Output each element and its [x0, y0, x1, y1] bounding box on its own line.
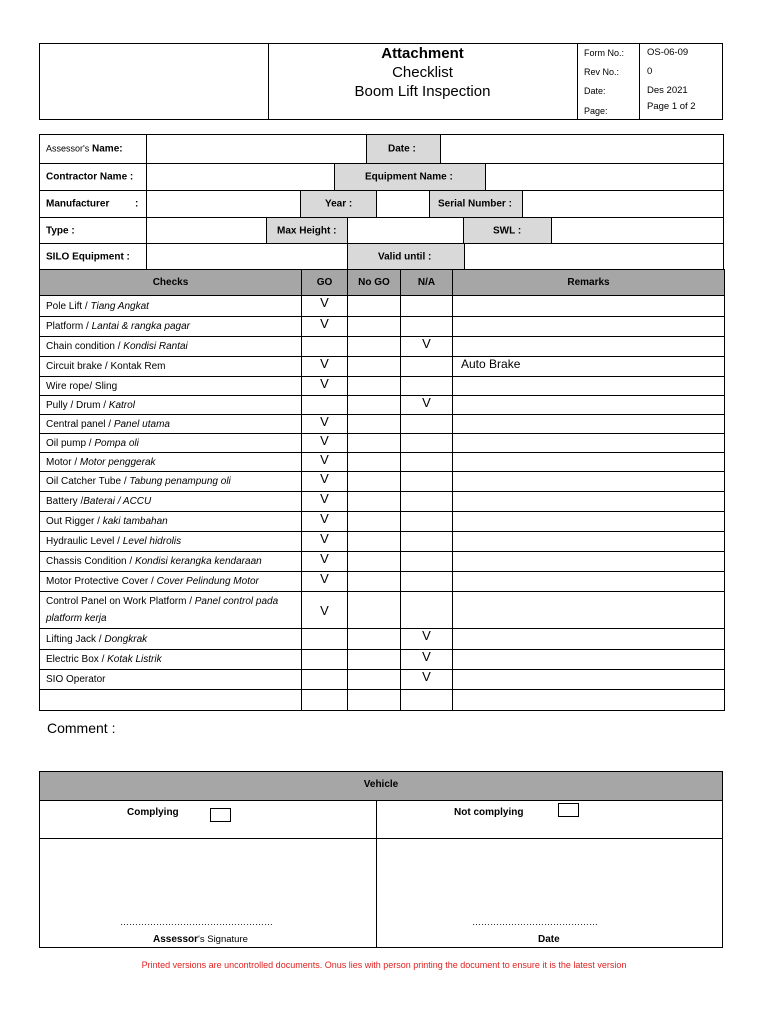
- check-item-name: Out Rigger / kaki tambahan: [40, 512, 302, 532]
- check-remark-cell[interactable]: [453, 690, 725, 711]
- check-go-cell[interactable]: [302, 650, 348, 670]
- meta-rev-no: Rev No.: 0: [584, 66, 653, 77]
- check-row: [40, 357, 725, 377]
- check-mark-icon: V: [422, 669, 431, 684]
- check-item-name: Motor / Motor penggerak: [40, 453, 302, 472]
- comment-label: Comment :: [47, 720, 116, 736]
- check-item-name: Pole Lift / Tiang Angkat: [40, 296, 302, 317]
- check-remark-cell[interactable]: [453, 415, 725, 434]
- vehicle-title: Vehicle: [40, 772, 722, 801]
- check-nogo-cell[interactable]: [348, 670, 401, 690]
- check-na-cell[interactable]: [401, 317, 453, 337]
- check-row: [40, 572, 725, 592]
- year-field[interactable]: [376, 190, 430, 218]
- check-na-cell[interactable]: [401, 532, 453, 552]
- type-field[interactable]: [146, 217, 267, 244]
- silo-equipment-field[interactable]: [146, 243, 348, 270]
- checks-table: [39, 269, 725, 711]
- check-item-name: Central panel / Panel utama: [40, 415, 302, 434]
- serial-number-field[interactable]: [522, 190, 724, 218]
- swl-label: SWL :: [463, 217, 552, 244]
- check-nogo-cell[interactable]: [348, 690, 401, 711]
- check-na-cell[interactable]: [401, 472, 453, 492]
- check-na-cell[interactable]: [401, 296, 453, 317]
- swl-field[interactable]: [551, 217, 724, 244]
- check-item-name: Motor Protective Cover / Cover Pelindung Motor: [40, 572, 302, 592]
- check-na-cell[interactable]: [401, 453, 453, 472]
- year-label: Year :: [300, 190, 377, 218]
- check-na-cell[interactable]: [401, 650, 453, 670]
- check-nogo-cell[interactable]: [348, 512, 401, 532]
- check-na-cell[interactable]: [401, 357, 453, 377]
- meta-form-no: Form No.: OS-06-09: [584, 47, 689, 58]
- check-mark-icon: V: [320, 433, 329, 448]
- check-nogo-cell[interactable]: [348, 357, 401, 377]
- check-mark-icon: V: [320, 531, 329, 546]
- checks-header-row: [40, 270, 725, 296]
- form-title: Attachment: [381, 45, 464, 62]
- check-mark-icon: V: [320, 511, 329, 526]
- check-na-cell[interactable]: [401, 492, 453, 512]
- check-na-cell[interactable]: [401, 434, 453, 453]
- check-mark-icon: V: [320, 471, 329, 486]
- check-row: [40, 532, 725, 552]
- check-remark-cell[interactable]: [453, 670, 725, 690]
- check-item-name: Chassis Condition / Kondisi kerangka kendaraan: [40, 552, 302, 572]
- check-item-name: Wire rope/ Sling: [40, 377, 302, 396]
- check-go-cell[interactable]: [302, 629, 348, 650]
- check-item-name: Hydraulic Level / Level hidrolis: [40, 532, 302, 552]
- check-remark-cell[interactable]: Auto Brake: [453, 357, 725, 377]
- check-na-cell[interactable]: [401, 337, 453, 357]
- check-row: [40, 296, 725, 317]
- valid-until-field[interactable]: [464, 243, 724, 270]
- assessor-name-field[interactable]: [146, 134, 367, 164]
- check-na-cell[interactable]: [401, 512, 453, 532]
- check-nogo-cell[interactable]: [348, 434, 401, 453]
- check-na-cell[interactable]: [401, 415, 453, 434]
- check-remark-cell[interactable]: [453, 434, 725, 453]
- check-na-cell[interactable]: [401, 552, 453, 572]
- check-item-name: Oil pump / Pompa oli: [40, 434, 302, 453]
- check-row: [40, 472, 725, 492]
- max-height-field[interactable]: [347, 217, 464, 244]
- check-mark-icon: V: [422, 628, 431, 643]
- serial-number-label: Serial Number :: [429, 190, 523, 218]
- check-row: [40, 317, 725, 337]
- check-row: [40, 629, 725, 650]
- check-mark-icon: V: [320, 571, 329, 586]
- check-item-name: Control Panel on Work Platform / Panel control pada platform kerja: [40, 592, 302, 629]
- check-na-cell[interactable]: [401, 670, 453, 690]
- date-label: Date :: [366, 134, 441, 164]
- check-row: [40, 650, 725, 670]
- check-remark-cell[interactable]: [453, 552, 725, 572]
- manufacturer-label: Manufacturer :: [39, 190, 147, 218]
- check-nogo-cell[interactable]: [348, 472, 401, 492]
- vehicle-section: [39, 771, 723, 948]
- check-nogo-cell[interactable]: [348, 552, 401, 572]
- check-item-name: Electric Box / Kotak Listrik: [40, 650, 302, 670]
- date-signature-line[interactable]: ……………………………………: [472, 917, 598, 927]
- form-subtitle-checklist: Checklist: [392, 64, 453, 81]
- col-remarks: Remarks: [453, 270, 725, 296]
- check-remark-cell[interactable]: [453, 650, 725, 670]
- check-row: [40, 670, 725, 690]
- check-mark-icon: V: [320, 551, 329, 566]
- check-na-cell[interactable]: [401, 572, 453, 592]
- check-remark-cell[interactable]: [453, 592, 725, 629]
- check-item-name: Chain condition / Kondisi Rantai: [40, 337, 302, 357]
- check-row: [40, 690, 725, 711]
- check-mark-icon: V: [320, 414, 329, 429]
- check-nogo-cell[interactable]: [348, 572, 401, 592]
- silo-equipment-label: SILO Equipment :: [39, 243, 147, 270]
- check-go-cell[interactable]: [302, 670, 348, 690]
- logo-area: [40, 44, 269, 119]
- check-go-cell[interactable]: [302, 296, 348, 317]
- meta-page: Page: Page 1 of 2: [584, 101, 696, 116]
- check-remark-cell[interactable]: [453, 629, 725, 650]
- check-go-cell[interactable]: [302, 472, 348, 492]
- check-row: [40, 512, 725, 532]
- check-row: [40, 453, 725, 472]
- check-item-name: Platform / Lantai & rangka pagar: [40, 317, 302, 337]
- check-mark-icon: V: [422, 649, 431, 664]
- check-mark-icon: V: [320, 602, 329, 618]
- equipment-name-field[interactable]: [485, 163, 724, 191]
- check-nogo-cell[interactable]: [348, 453, 401, 472]
- check-na-cell[interactable]: [401, 377, 453, 396]
- check-remark-cell[interactable]: [453, 396, 725, 415]
- check-go-cell[interactable]: [302, 434, 348, 453]
- not-complying-label: Not complying: [454, 807, 524, 818]
- check-row: [40, 337, 725, 357]
- col-go: GO: [302, 270, 348, 296]
- max-height-label: Max Height :: [266, 217, 348, 244]
- check-item-name: SIO Operator: [40, 670, 302, 690]
- form-meta: [577, 44, 722, 119]
- check-mark-icon: V: [320, 491, 329, 506]
- contractor-name-field[interactable]: [146, 163, 335, 191]
- check-go-cell[interactable]: [302, 415, 348, 434]
- contractor-name-label: Contractor Name :: [39, 163, 147, 191]
- check-remark-cell[interactable]: [453, 317, 725, 337]
- assessor-name-label: Assessor's Name:: [39, 134, 147, 164]
- check-item-name: Pully / Drum / Katrol: [40, 396, 302, 415]
- check-item-name: [40, 690, 302, 711]
- date-field[interactable]: [440, 134, 724, 164]
- check-row: [40, 492, 725, 512]
- check-go-cell[interactable]: [302, 592, 348, 629]
- check-remark-cell[interactable]: [453, 472, 725, 492]
- check-item-name: Lifting Jack / Dongkrak: [40, 629, 302, 650]
- check-row: [40, 377, 725, 396]
- check-go-cell[interactable]: [302, 492, 348, 512]
- date-signature-label: Date: [538, 934, 560, 945]
- check-remark-cell[interactable]: [453, 377, 725, 396]
- check-mark-icon: V: [320, 376, 329, 391]
- check-nogo-cell[interactable]: [348, 629, 401, 650]
- col-no-go: No GO: [348, 270, 401, 296]
- check-go-cell[interactable]: [302, 552, 348, 572]
- not-complying-checkbox[interactable]: [558, 803, 579, 817]
- check-mark-icon: V: [320, 356, 329, 371]
- check-mark-icon: V: [422, 336, 431, 351]
- complying-checkbox[interactable]: [210, 808, 231, 822]
- check-na-cell[interactable]: [401, 592, 453, 629]
- form-header: [39, 43, 723, 120]
- check-nogo-cell[interactable]: [348, 337, 401, 357]
- form-title-block: [268, 44, 578, 119]
- check-nogo-cell[interactable]: [348, 396, 401, 415]
- check-mark-icon: V: [320, 295, 329, 310]
- form-subtitle-inspection: Boom Lift Inspection: [354, 83, 491, 100]
- check-na-cell[interactable]: [401, 396, 453, 415]
- check-go-cell[interactable]: [302, 337, 348, 357]
- check-nogo-cell[interactable]: [348, 650, 401, 670]
- check-remark-cell[interactable]: [453, 572, 725, 592]
- check-mark-icon: V: [422, 395, 431, 410]
- footer-disclaimer: Printed versions are uncontrolled documents. Onus lies with person printing the document to ensure it is the latest version: [141, 960, 627, 970]
- check-row: [40, 592, 725, 629]
- assessor-signature-line[interactable]: ……………………………………………: [120, 917, 273, 927]
- assessor-signature-label: Assessor's Signature: [153, 934, 248, 945]
- check-go-cell[interactable]: [302, 396, 348, 415]
- check-remark-cell[interactable]: [453, 512, 725, 532]
- check-go-cell[interactable]: [302, 512, 348, 532]
- check-go-cell[interactable]: [302, 532, 348, 552]
- equipment-name-label: Equipment Name :: [334, 163, 486, 191]
- check-mark-icon: V: [320, 316, 329, 331]
- check-na-cell[interactable]: [401, 629, 453, 650]
- check-nogo-cell[interactable]: [348, 415, 401, 434]
- check-remark-cell[interactable]: [453, 532, 725, 552]
- check-nogo-cell[interactable]: [348, 296, 401, 317]
- check-row: [40, 434, 725, 453]
- check-nogo-cell[interactable]: [348, 592, 401, 629]
- check-nogo-cell[interactable]: [348, 492, 401, 512]
- check-nogo-cell[interactable]: [348, 532, 401, 552]
- check-mark-icon: V: [320, 452, 329, 467]
- check-go-cell[interactable]: [302, 572, 348, 592]
- check-go-cell[interactable]: [302, 690, 348, 711]
- check-remark-cell[interactable]: [453, 296, 725, 317]
- check-remark-cell[interactable]: [453, 492, 725, 512]
- check-nogo-cell[interactable]: [348, 317, 401, 337]
- check-row: [40, 415, 725, 434]
- check-go-cell[interactable]: [302, 377, 348, 396]
- col-checks: Checks: [40, 270, 302, 296]
- check-item-name: Oil Catcher Tube / Tabung penampung oli: [40, 472, 302, 492]
- check-go-cell[interactable]: [302, 453, 348, 472]
- check-na-cell[interactable]: [401, 690, 453, 711]
- col-na: N/A: [401, 270, 453, 296]
- type-label: Type :: [39, 217, 147, 244]
- check-remark-cell[interactable]: [453, 453, 725, 472]
- meta-date: Date: Des 2021: [584, 85, 688, 96]
- check-nogo-cell[interactable]: [348, 377, 401, 396]
- manufacturer-field[interactable]: [146, 190, 301, 218]
- check-item-name: Battery /Baterai / ACCU: [40, 492, 302, 512]
- check-item-name: Circuit brake / Kontak Rem: [40, 357, 302, 377]
- complying-label: Complying: [127, 807, 179, 818]
- check-remark-cell[interactable]: [453, 337, 725, 357]
- check-go-cell[interactable]: [302, 357, 348, 377]
- valid-until-label: Valid until :: [347, 243, 465, 270]
- check-row: [40, 396, 725, 415]
- check-go-cell[interactable]: [302, 317, 348, 337]
- check-row: [40, 552, 725, 572]
